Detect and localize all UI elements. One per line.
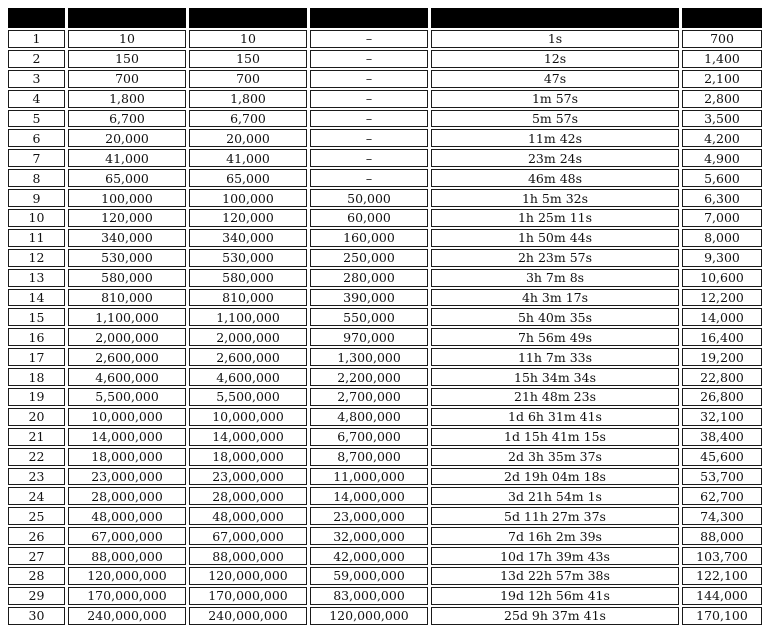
cell-cost-a: 340,000 — [68, 229, 186, 247]
cell-cost-a: 580,000 — [68, 269, 186, 287]
cell-level: 28 — [8, 567, 65, 585]
cell-time: 25d 9h 37m 41s — [431, 607, 679, 625]
cell-cost-a: 530,000 — [68, 249, 186, 267]
cell-cost-c: 4,800,000 — [310, 408, 428, 426]
cell-cost-c: 970,000 — [310, 328, 428, 346]
cell-cost-c: 83,000,000 — [310, 587, 428, 605]
cell-time: 5d 11h 27m 37s — [431, 507, 679, 525]
cell-time: 11m 42s — [431, 129, 679, 147]
cell-time: 1d 6h 31m 41s — [431, 408, 679, 426]
cell-time: 2d 3h 35m 37s — [431, 448, 679, 466]
table-row — [8, 308, 762, 326]
cell-cost-b: 18,000,000 — [189, 448, 307, 466]
cell-value: 53,700 — [682, 468, 762, 486]
cell-level: 14 — [8, 289, 65, 307]
cell-level: 3 — [8, 70, 65, 88]
header-cost-a — [68, 8, 186, 28]
cell-level: 19 — [8, 388, 65, 406]
cell-level: 18 — [8, 368, 65, 386]
cell-cost-a: 4,600,000 — [68, 368, 186, 386]
cell-level: 10 — [8, 209, 65, 227]
cell-cost-c: 550,000 — [310, 308, 428, 326]
table-row — [8, 30, 762, 48]
cell-value: 12,200 — [682, 289, 762, 307]
header-level — [8, 8, 65, 28]
cell-time: 7d 16h 2m 39s — [431, 527, 679, 545]
cell-level: 22 — [8, 448, 65, 466]
cell-cost-b: 150 — [189, 50, 307, 68]
cell-cost-b: 700 — [189, 70, 307, 88]
cell-cost-c: 42,000,000 — [310, 547, 428, 565]
cell-level: 1 — [8, 30, 65, 48]
cell-value: 16,400 — [682, 328, 762, 346]
cell-cost-c: 1,300,000 — [310, 348, 428, 366]
header-cost-c — [310, 8, 428, 28]
table-row — [8, 368, 762, 386]
header-time — [431, 8, 679, 28]
cell-level: 27 — [8, 547, 65, 565]
cell-level: 20 — [8, 408, 65, 426]
table-row — [8, 149, 762, 167]
cell-cost-a: 48,000,000 — [68, 507, 186, 525]
cell-value: 4,900 — [682, 149, 762, 167]
table-row — [8, 527, 762, 545]
cell-cost-a: 14,000,000 — [68, 428, 186, 446]
cell-cost-b: 28,000,000 — [189, 487, 307, 505]
cell-time: 15h 34m 34s — [431, 368, 679, 386]
cell-cost-c: 23,000,000 — [310, 507, 428, 525]
cell-cost-b: 67,000,000 — [189, 527, 307, 545]
cell-value: 88,000 — [682, 527, 762, 545]
cell-value: 6,300 — [682, 189, 762, 207]
cell-cost-a: 240,000,000 — [68, 607, 186, 625]
cell-cost-b: 100,000 — [189, 189, 307, 207]
cell-level: 8 — [8, 169, 65, 187]
cell-level: 23 — [8, 468, 65, 486]
cell-cost-a: 28,000,000 — [68, 487, 186, 505]
upgrade-table-container — [5, 6, 763, 627]
cell-cost-a: 10 — [68, 30, 186, 48]
table-row — [8, 189, 762, 207]
table-row — [8, 269, 762, 287]
cell-value: 22,800 — [682, 368, 762, 386]
cell-value: 9,300 — [682, 249, 762, 267]
cell-value: 19,200 — [682, 348, 762, 366]
cell-level: 2 — [8, 50, 65, 68]
cell-cost-b: 4,600,000 — [189, 368, 307, 386]
cell-cost-c: – — [310, 50, 428, 68]
table-row — [8, 110, 762, 128]
table-row — [8, 169, 762, 187]
cell-cost-c: – — [310, 169, 428, 187]
cell-value: 38,400 — [682, 428, 762, 446]
table-row — [8, 388, 762, 406]
cell-cost-a: 88,000,000 — [68, 547, 186, 565]
cell-cost-b: 23,000,000 — [189, 468, 307, 486]
cell-time: 23m 24s — [431, 149, 679, 167]
cell-value: 2,100 — [682, 70, 762, 88]
cell-level: 13 — [8, 269, 65, 287]
table-row — [8, 428, 762, 446]
header-value — [682, 8, 762, 28]
header-cost-b — [189, 8, 307, 28]
cell-cost-a: 5,500,000 — [68, 388, 186, 406]
cell-cost-a: 100,000 — [68, 189, 186, 207]
cell-cost-c: 160,000 — [310, 229, 428, 247]
cell-time: 7h 56m 49s — [431, 328, 679, 346]
cell-level: 11 — [8, 229, 65, 247]
cell-time: 1h 25m 11s — [431, 209, 679, 227]
cell-cost-c: – — [310, 30, 428, 48]
cell-time: 1s — [431, 30, 679, 48]
cell-cost-a: 65,000 — [68, 169, 186, 187]
cell-cost-a: 6,700 — [68, 110, 186, 128]
cell-cost-a: 150 — [68, 50, 186, 68]
cell-time: 1h 5m 32s — [431, 189, 679, 207]
table-row — [8, 587, 762, 605]
cell-value: 74,300 — [682, 507, 762, 525]
cell-value: 45,600 — [682, 448, 762, 466]
table-row — [8, 487, 762, 505]
cell-level: 30 — [8, 607, 65, 625]
cell-cost-b: 120,000,000 — [189, 567, 307, 585]
table-body — [8, 30, 762, 625]
cell-cost-a: 1,800 — [68, 90, 186, 108]
cell-cost-c: – — [310, 70, 428, 88]
cell-time: 1d 15h 41m 15s — [431, 428, 679, 446]
cell-cost-a: 1,100,000 — [68, 308, 186, 326]
table-header — [8, 8, 762, 28]
cell-cost-a: 120,000,000 — [68, 567, 186, 585]
cell-time: 46m 48s — [431, 169, 679, 187]
cell-cost-b: 120,000 — [189, 209, 307, 227]
cell-cost-b: 2,600,000 — [189, 348, 307, 366]
cell-cost-b: 41,000 — [189, 149, 307, 167]
cell-level: 4 — [8, 90, 65, 108]
cell-value: 122,100 — [682, 567, 762, 585]
cell-time: 2d 19h 04m 18s — [431, 468, 679, 486]
cell-cost-b: 48,000,000 — [189, 507, 307, 525]
cell-cost-b: 530,000 — [189, 249, 307, 267]
cell-cost-a: 810,000 — [68, 289, 186, 307]
cell-level: 24 — [8, 487, 65, 505]
cell-time: 13d 22h 57m 38s — [431, 567, 679, 585]
cell-value: 62,700 — [682, 487, 762, 505]
cell-cost-c: 32,000,000 — [310, 527, 428, 545]
cell-value: 170,100 — [682, 607, 762, 625]
table-row — [8, 547, 762, 565]
cell-cost-c: 250,000 — [310, 249, 428, 267]
cell-time: 12s — [431, 50, 679, 68]
cell-cost-c: 120,000,000 — [310, 607, 428, 625]
cell-level: 15 — [8, 308, 65, 326]
cell-cost-a: 2,600,000 — [68, 348, 186, 366]
cell-cost-c: 50,000 — [310, 189, 428, 207]
cell-cost-c: 2,700,000 — [310, 388, 428, 406]
cell-cost-a: 10,000,000 — [68, 408, 186, 426]
cell-time: 1m 57s — [431, 90, 679, 108]
cell-cost-b: 2,000,000 — [189, 328, 307, 346]
cell-value: 700 — [682, 30, 762, 48]
cell-time: 5h 40m 35s — [431, 308, 679, 326]
cell-cost-c: 390,000 — [310, 289, 428, 307]
cell-value: 10,600 — [682, 269, 762, 287]
cell-cost-c: 60,000 — [310, 209, 428, 227]
cell-cost-a: 67,000,000 — [68, 527, 186, 545]
cell-cost-c: 6,700,000 — [310, 428, 428, 446]
cell-cost-a: 700 — [68, 70, 186, 88]
cell-cost-a: 20,000 — [68, 129, 186, 147]
cell-cost-b: 65,000 — [189, 169, 307, 187]
cell-cost-c: – — [310, 149, 428, 167]
cell-level: 7 — [8, 149, 65, 167]
header-row — [8, 8, 762, 28]
cell-cost-b: 88,000,000 — [189, 547, 307, 565]
cell-cost-a: 41,000 — [68, 149, 186, 167]
cell-value: 4,200 — [682, 129, 762, 147]
table-row — [8, 129, 762, 147]
cell-value: 1,400 — [682, 50, 762, 68]
table-row — [8, 209, 762, 227]
cell-time: 3d 21h 54m 1s — [431, 487, 679, 505]
cell-cost-c: 280,000 — [310, 269, 428, 287]
cell-value: 2,800 — [682, 90, 762, 108]
cell-cost-c: – — [310, 90, 428, 108]
cell-value: 5,600 — [682, 169, 762, 187]
cell-cost-b: 1,800 — [189, 90, 307, 108]
table-row — [8, 249, 762, 267]
cell-value: 32,100 — [682, 408, 762, 426]
table-row — [8, 328, 762, 346]
cell-level: 12 — [8, 249, 65, 267]
table-row — [8, 607, 762, 625]
cell-time: 21h 48m 23s — [431, 388, 679, 406]
cell-time: 2h 23m 57s — [431, 249, 679, 267]
table-row — [8, 289, 762, 307]
cell-time: 4h 3m 17s — [431, 289, 679, 307]
cell-cost-a: 18,000,000 — [68, 448, 186, 466]
table-row — [8, 448, 762, 466]
cell-time: 47s — [431, 70, 679, 88]
cell-cost-a: 120,000 — [68, 209, 186, 227]
cell-cost-b: 10,000,000 — [189, 408, 307, 426]
cell-level: 6 — [8, 129, 65, 147]
table-row — [8, 348, 762, 366]
cell-level: 17 — [8, 348, 65, 366]
cell-cost-b: 1,100,000 — [189, 308, 307, 326]
cell-time: 19d 12h 56m 41s — [431, 587, 679, 605]
cell-cost-c: 14,000,000 — [310, 487, 428, 505]
cell-cost-c: 8,700,000 — [310, 448, 428, 466]
cell-cost-b: 810,000 — [189, 289, 307, 307]
cell-time: 1h 50m 44s — [431, 229, 679, 247]
table-row — [8, 50, 762, 68]
cell-value: 14,000 — [682, 308, 762, 326]
cell-cost-b: 5,500,000 — [189, 388, 307, 406]
table-row — [8, 229, 762, 247]
cell-cost-c: – — [310, 129, 428, 147]
cell-time: 5m 57s — [431, 110, 679, 128]
cell-level: 5 — [8, 110, 65, 128]
cell-cost-b: 10 — [189, 30, 307, 48]
cell-level: 16 — [8, 328, 65, 346]
cell-cost-b: 340,000 — [189, 229, 307, 247]
cell-cost-c: – — [310, 110, 428, 128]
cell-value: 8,000 — [682, 229, 762, 247]
cell-value: 26,800 — [682, 388, 762, 406]
cell-cost-b: 170,000,000 — [189, 587, 307, 605]
cell-cost-b: 14,000,000 — [189, 428, 307, 446]
cell-time: 11h 7m 33s — [431, 348, 679, 366]
cell-value: 144,000 — [682, 587, 762, 605]
cell-value: 7,000 — [682, 209, 762, 227]
cell-level: 25 — [8, 507, 65, 525]
cell-level: 29 — [8, 587, 65, 605]
table-row — [8, 408, 762, 426]
cell-cost-c: 59,000,000 — [310, 567, 428, 585]
cell-level: 21 — [8, 428, 65, 446]
cell-cost-b: 20,000 — [189, 129, 307, 147]
table-row — [8, 507, 762, 525]
cell-cost-b: 6,700 — [189, 110, 307, 128]
cell-level: 9 — [8, 189, 65, 207]
table-row — [8, 567, 762, 585]
cell-cost-a: 170,000,000 — [68, 587, 186, 605]
cell-value: 103,700 — [682, 547, 762, 565]
cell-cost-b: 580,000 — [189, 269, 307, 287]
cell-value: 3,500 — [682, 110, 762, 128]
cell-cost-b: 240,000,000 — [189, 607, 307, 625]
cell-level: 26 — [8, 527, 65, 545]
table-row — [8, 468, 762, 486]
cell-cost-c: 11,000,000 — [310, 468, 428, 486]
table-row — [8, 70, 762, 88]
upgrade-table — [5, 6, 765, 627]
table-row — [8, 90, 762, 108]
cell-time: 3h 7m 8s — [431, 269, 679, 287]
cell-cost-a: 23,000,000 — [68, 468, 186, 486]
cell-time: 10d 17h 39m 43s — [431, 547, 679, 565]
cell-cost-c: 2,200,000 — [310, 368, 428, 386]
cell-cost-a: 2,000,000 — [68, 328, 186, 346]
